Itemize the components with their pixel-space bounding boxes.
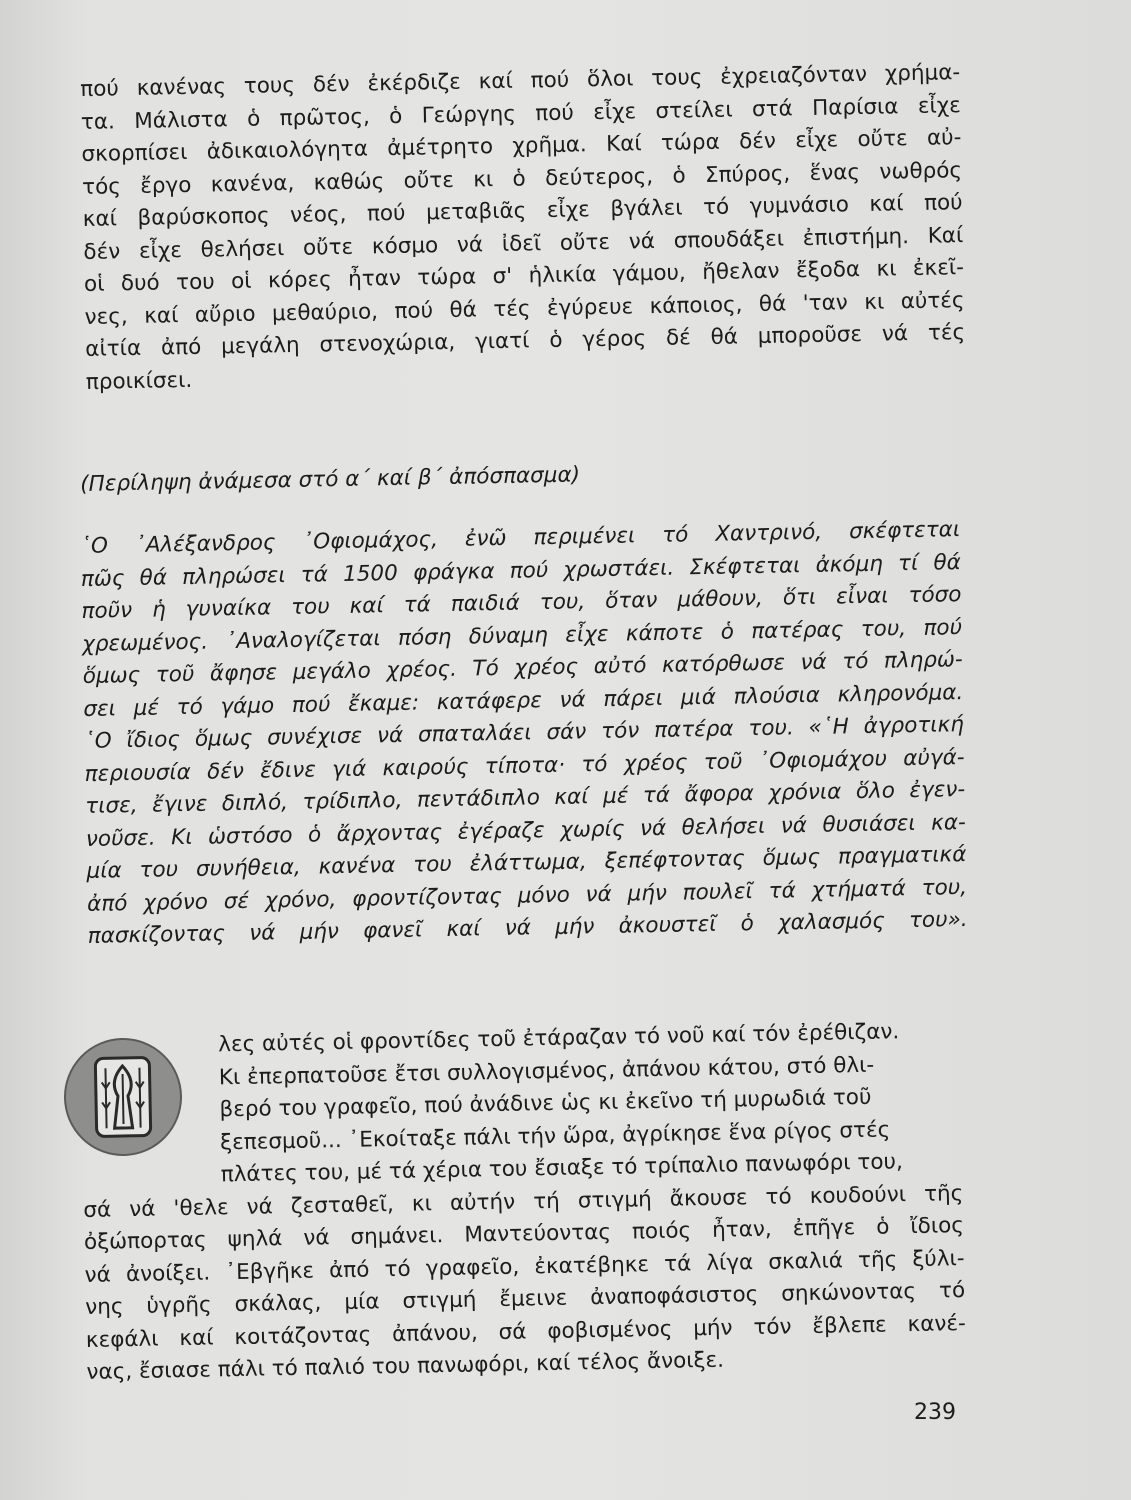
text-line: τα. Μάλιστα ὁ πρῶτος, ὁ Γεώργης πού εἶχε στείλει στά Παρίσια εἶχε	[80, 92, 961, 135]
text-line: νες, καί αὔριο μεθαύριο, πού θά τές ἐγύρευε κάποιος, θά 'ταν κι αὐτές	[84, 287, 965, 330]
text-line: ποῦν ἡ γυναίκα του καί τά παιδιά του, ὅταν μάθουν, ὅτι εἶναι τόσο	[81, 582, 962, 624]
text-line: νά ἀνοίξει. ᾿Εβγῆκε ἀπό τό γραφεῖο, ἐκατέβηκε τά λίγα σκαλιά τῆς ξύλι-	[84, 1245, 965, 1288]
text-line: σει μέ τό γάμο πού ἔκαμε: κατάφερε νά πάρει μιά πλούσια κληρονόμα.	[83, 679, 964, 722]
text-line: οἱ δυό του οἱ κόρες ἦταν τώρα σ' ἡλικία γάμου, ἤθελαν ἔξοδα κι ἐκεῖ-	[83, 255, 965, 297]
text-line: προικίσει.	[85, 367, 193, 395]
paragraph-2-summary	[80, 514, 968, 953]
text-line: ξεπεσμοῦ... ᾿Εκοίταξε πάλι τήν ὥρα, ἀγρίκησε ἕνα ρίγος στές	[219, 1116, 891, 1155]
text-line: χρεωμένος. ᾿Αναλογίζεται πόση δύναμη εἶχε κάποτε ὁ πατέρας του, πού	[81, 614, 963, 657]
text-line: νοῦσε. Κι ὡστόσο ὁ ἄρχοντας ἐγέραζε χωρίς νά θελήσει νά θυσιάσει κα-	[85, 809, 966, 852]
text-line: δέν εἶχε θελήσει οὔτε κόσμο νά ἰδεῖ οὔτε νά σπουδάξει ἐπιστήμη. Καί	[83, 222, 964, 265]
text-line: κεφάλι καί κοιτάζοντας ἀπάνου, σά φοβισμένος μήν τόν ἔβλεπε κανέ-	[85, 1310, 966, 1353]
text-line: ὀξώπορτας ψηλά νά σημάνει. Μαντεύοντας ποιός ἦταν, ἐπῆγε ὁ ἴδιος	[83, 1213, 965, 1255]
text-line: πασκίζοντας νά μήν φανεῖ καί νά μήν ἀκουστεῖ ὁ χαλασμός του».	[87, 907, 968, 949]
text-line: τισε, ἔγινε διπλό, τρίδιπλο, πεντάδιπλο καί μέ τά ἄφορα χρόνια ὅλο ἐγεν-	[85, 777, 966, 819]
text-line: τός ἔργο κανένα, καθώς οὔτε κι ὁ δεύτερος, ὁ Σπύρος, ἕνας νωθρός	[81, 157, 963, 200]
text-line: ῾Ο ἴδιος ὅμως συνέχισε νά σπαταλάει σάν τόν πατέρα του. «῾Η ἀγροτική	[83, 712, 965, 754]
paragraph-1	[80, 57, 966, 399]
text-line: ὅμως τοῦ ἄφησε μεγάλο χρέος. Τό χρέος αὐτό κατόρθωσε νά τό πληρώ-	[82, 647, 963, 689]
text-line: μία του συνήθεια, κανένα του ἐλάττωμα, ξεπέφτοντας ὅμως πραγματικά	[86, 842, 967, 884]
text-line: σκορπίσει ἀδικαιολόγητα ἀμέτρητο χρῆμα. Καί τώρα δέν εἶχε οὔτε αὐ-	[81, 125, 962, 167]
paragraph-3	[80, 1015, 967, 1389]
text-line: περιουσία δέν ἔδινε γιά καιρούς τίποτα· τό χρέος τοῦ ᾿Οφιομάχου αὐγά-	[84, 744, 965, 787]
text-line: Κι ἐπερπατοῦσε ἔτσι συλλογισμένος, ἀπάνου κάτου, στό θλι-	[218, 1052, 875, 1090]
text-line: ἀπό χρόνο σέ χρόνο, φροντίζοντας μόνο νά μήν πουλεῖ τά χτήματά του,	[86, 874, 968, 917]
text-line: σά νά 'θελε νά ζεσταθεῖ, κι αὐτήν τή στιγμή ἄκουσε τό κουδούνι τῆς	[83, 1180, 964, 1223]
text-line: ῾Ο ᾿Αλέξανδρος ᾿Οφιομάχος, ἐνῶ περιμένει τό Χαντρινό, σκέφτεται	[80, 517, 961, 559]
text-line: πού κανένας τους δέν ἐκέρδιζε καί πού ὅλοι τους ἐχρειαζόνταν χρήμα-	[80, 60, 961, 102]
text-line: καί βαρύσκοπος νέος, πού μεταβιᾶς εἶχε βγάλει τό γυμνάσιο καί πού	[82, 190, 963, 232]
text-line: νης ὑγρῆς σκάλας, μία στιγμή ἔμεινε ἀναποφάσιστος σηκώνοντας τό	[85, 1278, 966, 1320]
text-line: λες αὐτές οἱ φροντίδες τοῦ ἐτάραζαν τό νοῦ καί τόν ἐρέθιζαν.	[218, 1019, 900, 1058]
page-number: 239	[914, 1400, 956, 1425]
text-line: αἰτία ἀπό μεγάλη στενοχώρια, γιατί ὁ γέρος δέ θά μποροῦσε νά τές	[85, 320, 966, 362]
text-line: νας, ἔσιασε πάλι τό παλιό του πανωφόρι, καί τέλος ἄνοιξε.	[86, 1347, 725, 1385]
text-line: πλάτες του, μέ τά χέρια του ἔσιαξε τό τρίπαλιο πανωφόρι του,	[220, 1149, 904, 1188]
text-line: πῶς θά πληρώσει τά 1500 φράγκα πού χρωστάει. Σκέφτεται ἀκόμη τί θά	[80, 549, 961, 592]
summary-heading: (Περίληψη ἀνάμεσα στό α΄ καί β΄ ἀπόσπασμα)	[80, 462, 581, 497]
text-line: βερό του γραφεῖο, πού ἀνάδινε ὡς κι ἐκεῖνο τή μυρωδιά τοῦ	[219, 1084, 872, 1123]
